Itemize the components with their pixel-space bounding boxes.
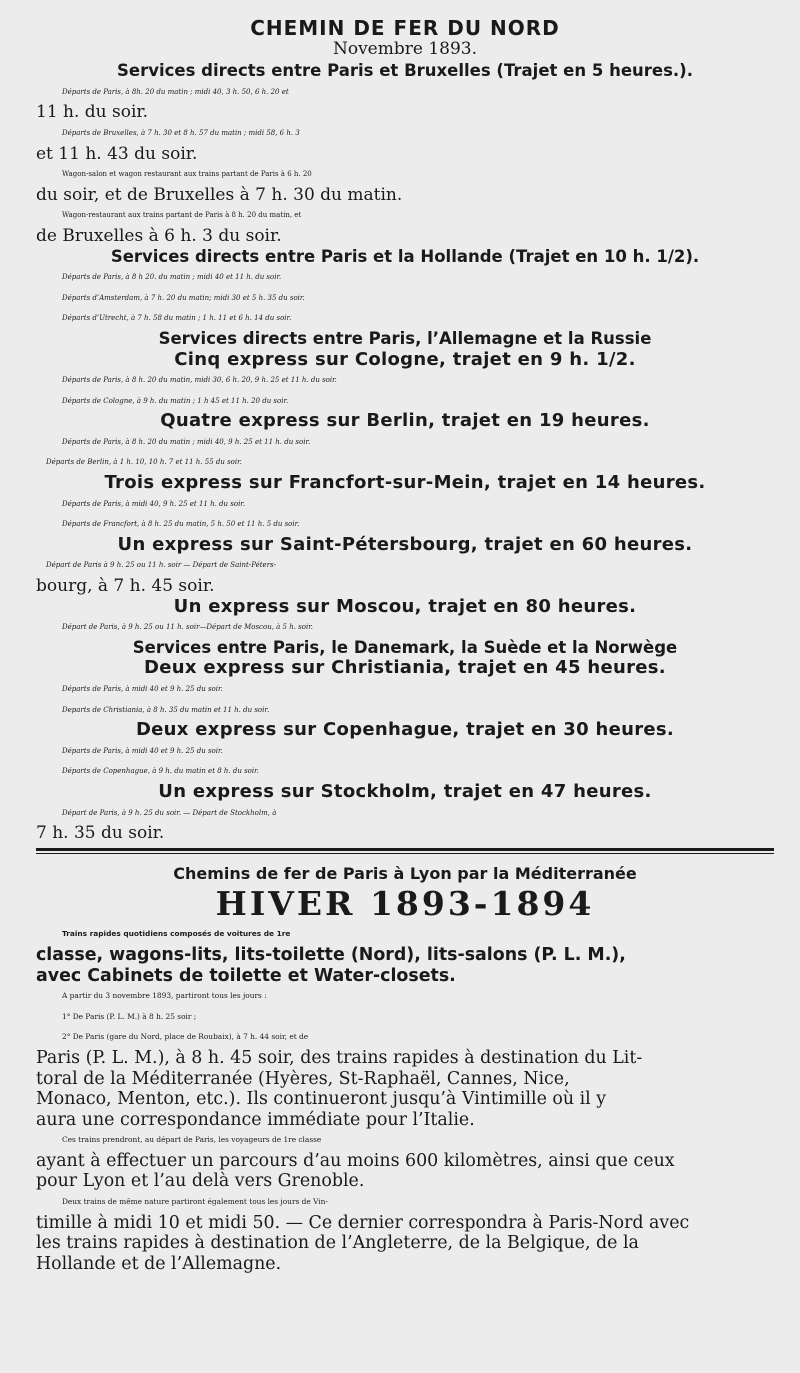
nord-line: Services entre Paris, le Danemark, la Suède et la Norwège bbox=[132, 637, 678, 657]
plm-title: Chemins de fer de Paris à Lyon par la Méditerranée bbox=[173, 863, 637, 883]
plm-line: Monaco, Menton, etc.). Ils continueront jusqu’à Vintimille où il y bbox=[36, 1089, 607, 1110]
nord-line: Départs de Francfort, à 8 h. 25 du matin, 5 h. 50 et 11 h. 5 du soir. bbox=[62, 520, 300, 529]
nord-line: Départ de Paris à 9 h. 25 ou 11 h. soir — Départ de Saint-Péters- bbox=[46, 561, 276, 570]
nord-line: Quatre express sur Berlin, trajet en 19 heures. bbox=[160, 410, 650, 432]
plm-line: les trains rapides à destination de l’Angleterre, de la Belgique, de la bbox=[36, 1233, 639, 1254]
nord-line: Départs de Paris, à midi 40 et 9 h. 25 du soir. bbox=[62, 685, 223, 693]
plm-line: Paris (P. L. M.), à 8 h. 45 soir, des trains rapides à destination du Lit- bbox=[36, 1047, 643, 1068]
nord-line: Départs de Cologne, à 9 h. du matin ; 1 h 45 et 11 h. 20 du soir. bbox=[62, 396, 289, 405]
nord-line: Départs d’Utrecht, à 7 h. 58 du matin ; 1 h. 11 et 6 h. 14 du soir. bbox=[62, 314, 292, 323]
nord-line: Départs de Bruxelles, à 7 h. 30 et 8 h. 57 du matin ; midi 58, 6 h. 3 bbox=[62, 128, 300, 137]
nord-line: et 11 h. 43 du soir. bbox=[36, 143, 198, 164]
plm-line: pour Lyon et l’au delà vers Grenoble. bbox=[36, 1171, 365, 1192]
nord-line: 11 h. du soir. bbox=[36, 102, 149, 123]
nord-line: Deux express sur Christiania, trajet en 45 heures. bbox=[144, 657, 666, 679]
nord-line: Départs de Paris, à 8 h. 20 du matin ; midi 40, 9 h. 25 et 11 h. du soir. bbox=[62, 437, 311, 446]
nord-line: Départ de Paris, à 9 h. 25 ou 11 h. soir—Départ de Moscou, à 5 h. soir. bbox=[62, 623, 314, 632]
nord-line: Départs de Copenhague, à 9 h. du matin et 8 h. du soir. bbox=[62, 767, 259, 776]
nord-line: de Bruxelles à 6 h. 3 du soir. bbox=[36, 225, 282, 246]
nord-line: Un express sur Saint-Pétersbourg, trajet en 60 heures. bbox=[117, 533, 693, 555]
plm-line: Hollande et de l’Allemagne. bbox=[36, 1253, 282, 1274]
plm-line: aura une correspondance immédiate pour l’Italie. bbox=[36, 1109, 475, 1130]
plm-line: timille à midi 10 et midi 50. — Ce dernier correspondra à Paris-Nord avec bbox=[36, 1212, 690, 1233]
plm-line: A partir du 3 novembre 1893, partiront tous les jours : bbox=[62, 991, 267, 1001]
plm-season-title: HIVER 1893-1894 bbox=[215, 884, 595, 924]
plm-line: Trains rapides quotidiens composés de voitures de 1re bbox=[62, 929, 291, 939]
nord-line: Trois express sur Francfort-sur-Mein, trajet en 14 heures. bbox=[104, 472, 706, 494]
nord-line: Départs d’Amsterdam, à 7 h. 20 du matin; midi 30 et 5 h. 35 du soir. bbox=[62, 293, 305, 302]
plm-line: Ces trains prendront, au départ de Paris, les voyageurs de 1re classe bbox=[62, 1135, 322, 1145]
nord-line: Départs de Paris, à 8 h 20. du matin ; midi 40 et 11 h. du soir. bbox=[62, 273, 282, 282]
nord-line: Départs de Paris, à midi 40, 9 h. 25 et 11 h. du soir. bbox=[62, 499, 246, 508]
nord-line: Wagon-salon et wagon restaurant aux trains partant de Paris à 6 h. 20 bbox=[62, 170, 312, 179]
nord-timetable bbox=[36, 61, 774, 844]
nord-line: Cinq express sur Cologne, trajet en 9 h. 1/2. bbox=[174, 348, 636, 370]
nord-line: Services directs entre Paris et la Hollande (Trajet en 10 h. 1/2). bbox=[110, 246, 700, 266]
plm-line: classe, wagons-lits, lits-toilette (Nord), lits-salons (P. L. M.), bbox=[36, 944, 626, 965]
plm-notice bbox=[36, 924, 774, 1274]
plm-line: ayant à effectuer un parcours d’au moins 600 kilomètres, ainsi que ceux bbox=[36, 1150, 675, 1171]
nord-line: Services directs entre Paris et Bruxelles (Trajet en 5 heures.). bbox=[117, 61, 693, 81]
nord-line: Departs de Christiania, à 8 h. 35 du matin et 11 h. du soir. bbox=[62, 705, 270, 714]
nord-line: du soir, et de Bruxelles à 7 h. 30 du matin. bbox=[36, 184, 403, 205]
nord-line: Départ de Paris, à 9 h. 25 du soir. — Départ de Stockholm, à bbox=[62, 808, 277, 817]
nord-line: Wagon-restaurant aux trains partant de Paris à 8 h. 20 du matin, et bbox=[62, 211, 302, 220]
section-divider bbox=[36, 848, 774, 851]
plm-line: Deux trains de même nature partiront également tous les jours de Vin- bbox=[62, 1197, 328, 1207]
nord-line: Un express sur Moscou, trajet en 80 heures. bbox=[173, 595, 637, 617]
section-divider-thin bbox=[36, 853, 774, 854]
plm-line: 1° De Paris (P. L. M.) à 8 h. 25 soir ; bbox=[62, 1011, 197, 1021]
nord-line: Départs de Paris, à 8 h. 20 du matin, midi 30, 6 h. 20, 9 h. 25 et 11 h. du soir. bbox=[62, 376, 337, 385]
plm-line: toral de la Méditerranée (Hyères, St-Raphaël, Cannes, Nice, bbox=[36, 1068, 570, 1089]
nord-line: Départs de Paris, à 8h. 20 du matin ; midi 40, 3 h. 50, 6 h. 20 et bbox=[62, 87, 289, 96]
nord-line: Départs de Berlin, à 1 h. 10, 10 h. 7 et 11 h. 55 du soir. bbox=[46, 458, 242, 467]
nord-line: Un express sur Stockholm, trajet en 47 heures. bbox=[158, 780, 652, 802]
nord-line: Départs de Paris, à midi 40 et 9 h. 25 du soir. bbox=[62, 746, 223, 755]
nord-date: Novembre 1893. bbox=[332, 38, 478, 59]
nord-line: Services directs entre Paris, l’Allemagne et la Russie bbox=[158, 328, 652, 348]
nord-line: 7 h. 35 du soir. bbox=[36, 823, 165, 844]
nord-title: CHEMIN DE FER DU NORD bbox=[250, 16, 560, 40]
plm-line: avec Cabinets de toilette et Water-closets. bbox=[36, 965, 456, 986]
plm-line: 2° De Paris (gare du Nord, place de Roubaix), à 7 h. 44 soir, et de bbox=[62, 1032, 309, 1042]
nord-line: Deux express sur Copenhague, trajet en 30 heures. bbox=[135, 719, 675, 741]
nord-line: bourg, à 7 h. 45 soir. bbox=[36, 576, 215, 597]
